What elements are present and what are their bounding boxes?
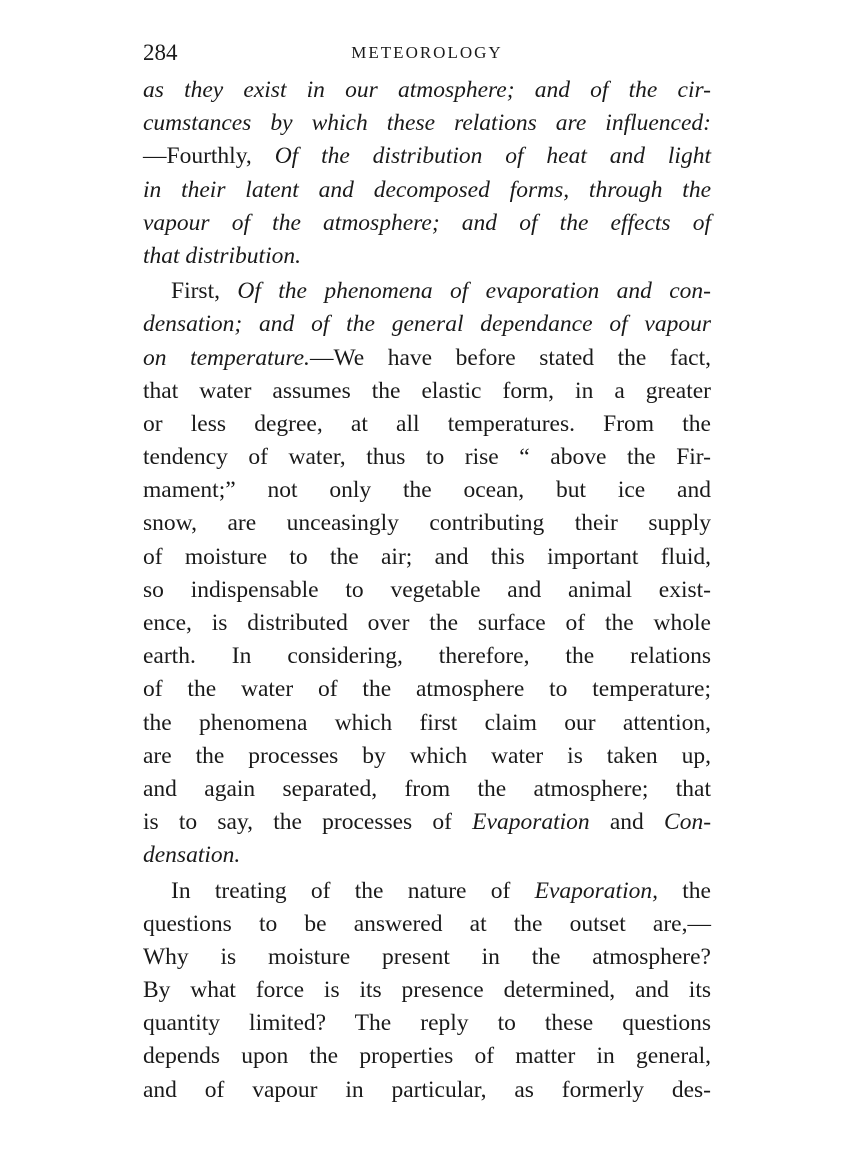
italic-text: on temperature. <box>143 344 310 371</box>
text-line <box>143 507 711 540</box>
text-segment: and of vapour in particular, as formerly des- <box>143 1076 711 1103</box>
text-line <box>143 474 711 507</box>
text-segment: mament;” not only the ocean, but ice and <box>143 477 711 504</box>
italic-text: densation. <box>143 842 241 869</box>
italic-text: cumstances by which these relations are influenced: <box>143 110 711 137</box>
text-line <box>143 773 711 806</box>
italic-text: densation; and of the general dependance of vapour <box>143 311 711 338</box>
text-line <box>143 240 711 273</box>
text-segment: and again separated, from the atmosphere; that <box>143 775 711 802</box>
text-segment: tendency of water, thus to rise “ above the Fir- <box>143 444 711 471</box>
italic-text: Evaporation, <box>534 877 658 904</box>
page-number: 284 <box>143 40 178 65</box>
text-segment: the phenomena which first claim our attention, <box>143 709 711 736</box>
text-segment: snow, are unceasingly contributing their supply <box>143 510 711 537</box>
text-segment: that water assumes the elastic form, in a greater <box>143 377 711 404</box>
italic-text: in their latent and decomposed forms, through the <box>143 176 711 203</box>
text-line <box>143 740 711 773</box>
text-line <box>143 207 711 240</box>
text-segment: First, <box>171 278 238 305</box>
italic-text: Con- <box>664 809 712 836</box>
text-segment: questions to be answered at the outset are,— <box>143 910 711 937</box>
text-line <box>143 707 711 740</box>
book-page <box>143 40 711 1107</box>
italic-text: vapour of the atmosphere; and of the effects of <box>143 209 711 236</box>
text-line <box>143 107 711 140</box>
text-line <box>143 1074 711 1107</box>
text-line <box>143 275 711 308</box>
text-line <box>143 574 711 607</box>
text-segment: or less degree, at all temperatures. From the <box>143 410 711 437</box>
text-line <box>143 140 711 173</box>
text-line <box>143 541 711 574</box>
text-segment: earth. In considering, therefore, the relations <box>143 643 711 670</box>
italic-text: that distribution. <box>143 242 301 269</box>
text-line <box>143 673 711 706</box>
text-segment: of moisture to the air; and this important fluid, <box>143 543 711 570</box>
text-segment: ence, is distributed over the surface of the whole <box>143 610 711 636</box>
text-line <box>143 408 711 441</box>
text-line <box>143 941 711 974</box>
text-line <box>143 441 711 474</box>
text-line <box>143 806 711 839</box>
italic-text: Of the distribution of heat and light <box>274 143 711 170</box>
text-line <box>143 1040 711 1073</box>
text-segment: —Fourthly, <box>143 143 275 170</box>
paragraph <box>143 275 711 872</box>
text-line <box>143 908 711 941</box>
paragraph <box>143 74 711 273</box>
italic-text: as they exist in our atmosphere; and of the cir- <box>143 77 711 103</box>
running-head <box>143 40 711 74</box>
text-line <box>143 640 711 673</box>
text-line <box>143 375 711 408</box>
italic-text: Evaporation <box>472 809 590 836</box>
italic-text: Of the phenomena of evaporation and con- <box>237 278 711 305</box>
text-segment: are the processes by which water is taken up, <box>143 742 711 769</box>
body-text <box>143 74 711 1107</box>
text-segment: In treating of the nature of <box>171 877 535 904</box>
text-segment: quantity limited? The reply to these questions <box>143 1010 711 1037</box>
text-line <box>143 974 711 1007</box>
text-line <box>143 1007 711 1040</box>
text-line <box>143 839 711 872</box>
text-line <box>143 308 711 341</box>
text-segment: so indispensable to vegetable and animal exist- <box>143 576 711 603</box>
text-segment: depends upon the properties of matter in general, <box>143 1043 711 1070</box>
text-line <box>143 607 711 640</box>
text-line <box>143 875 711 908</box>
text-segment: By what force is its presence determined, and its <box>143 977 711 1004</box>
text-segment: Why is moisture present in the atmosphere? <box>143 943 711 970</box>
text-segment: —We have before stated the fact, <box>309 344 711 371</box>
paragraph <box>143 875 711 1107</box>
running-title: METEOROLOGY <box>351 43 503 62</box>
text-segment: is to say, the processes of <box>143 809 473 836</box>
text-line <box>143 342 711 375</box>
text-segment: and <box>589 809 665 836</box>
text-line <box>143 74 711 107</box>
text-line <box>143 174 711 207</box>
text-segment: the <box>658 877 711 904</box>
text-segment: of the water of the atmosphere to temperature; <box>143 676 711 703</box>
